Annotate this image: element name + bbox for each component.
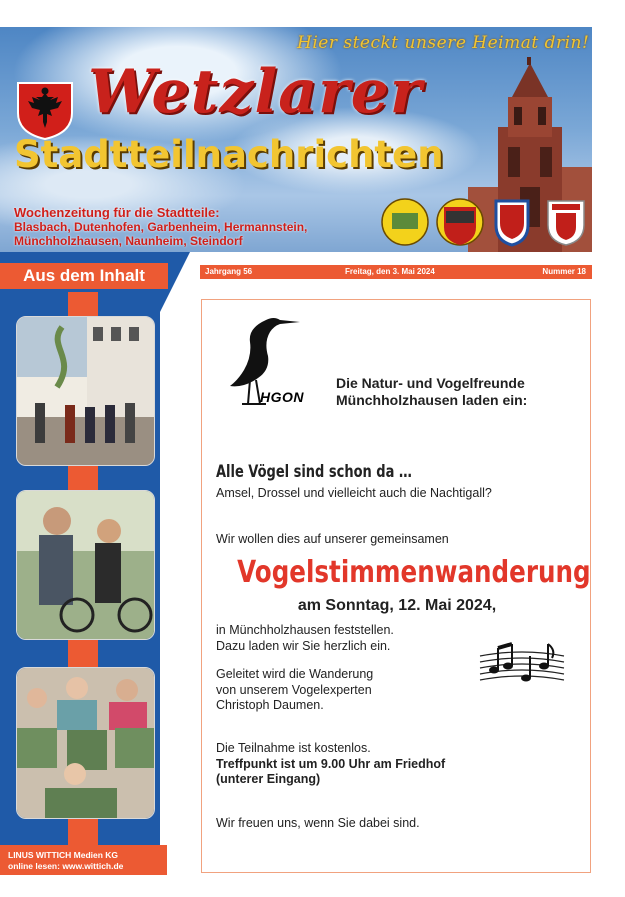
article-closing: Wir freuen uns, wenn Sie dabei sind.	[216, 816, 420, 830]
invitation-line-2: Münchholzhausen laden ein:	[336, 392, 528, 408]
photo-street-image	[17, 317, 154, 465]
article-heading: Alle Vögel sind schon da …	[216, 462, 412, 482]
subtitle-line-2: Münchholzhausen, Naunheim, Steindorf	[14, 234, 243, 248]
event-date: am Sonntag, 12. Mai 2024,	[297, 597, 497, 614]
photo-bikes-image	[17, 491, 154, 639]
paragraph-location-line-1: in Münchholzhausen feststellen.	[216, 623, 394, 637]
paragraph-guide-line-3: Christoph Daumen.	[216, 698, 324, 712]
music-notes-icon	[476, 630, 568, 692]
paragraph-meeting-line-3: (unterer Eingang)	[216, 772, 321, 786]
district-crest-icon	[496, 201, 528, 245]
masthead-slogan: Hier steckt unsere Heimat drin!	[297, 33, 590, 53]
issue-volume: Jahrgang 56	[205, 267, 253, 276]
paragraph-meeting-line-1: Die Teilnahme ist kostenlos.	[216, 741, 371, 755]
district-crest-icon	[382, 199, 428, 245]
event-title: Vogelstimmenwanderung	[237, 555, 591, 590]
sidebar-heading: Aus dem Inhalt	[0, 263, 168, 289]
issue-number: Nummer 18	[542, 267, 586, 276]
masthead	[0, 27, 592, 252]
masthead-subtitle	[14, 206, 307, 248]
paragraph-location	[216, 623, 394, 654]
wetzlar-eagle-crest-icon	[14, 79, 76, 141]
photo-people-bikes[interactable]	[16, 490, 155, 640]
district-crests	[380, 197, 590, 247]
paragraph-guide	[216, 667, 373, 714]
hgon-logo-text: HGON	[260, 389, 304, 405]
subtitle-line-1: Blasbach, Dutenhofen, Garbenheim, Hermannstein,	[14, 220, 308, 234]
issue-date: Freitag, den 3. Mai 2024	[345, 267, 435, 276]
publisher-name: LINUS WITTICH Medien KG	[8, 850, 119, 860]
publisher-online-link[interactable]: online lesen: www.wittich.de	[8, 861, 124, 871]
article-intro: Wir wollen dies auf unserer gemeinsamen	[216, 532, 449, 546]
photo-women-crafts[interactable]	[16, 667, 155, 819]
photo-group-street[interactable]	[16, 316, 155, 466]
masthead-title-stadtteilnachrichten: Stadtteilnachrichten	[14, 133, 444, 176]
masthead-title-wetzlarer: Wetzlarer	[88, 57, 423, 127]
paragraph-meeting-line-2: Treffpunkt ist um 9.00 Uhr am Friedhof	[216, 756, 446, 771]
issue-info-bar	[200, 265, 592, 279]
invitation-line-1: Die Natur- und Vogelfreunde	[336, 375, 525, 391]
paragraph-guide-line-2: von unserem Vogelexperten	[216, 682, 372, 697]
paragraph-meeting	[216, 741, 445, 788]
paragraph-guide-line-1: Geleitet wird die Wanderung	[216, 667, 374, 681]
subtitle-heading: Wochenzeitung für die Stadtteile:	[14, 205, 220, 220]
photo-crafts-image	[17, 668, 154, 818]
district-crest-icon	[548, 201, 584, 245]
paragraph-location-line-2: Dazu laden wir Sie herzlich ein.	[216, 638, 391, 653]
district-crest-icon	[437, 199, 483, 245]
article-subheading: Amsel, Drossel und vielleicht auch die Nachtigall?	[216, 486, 492, 500]
article-box	[201, 299, 591, 873]
invitation-heading	[336, 375, 527, 409]
publisher-footer	[0, 845, 167, 875]
